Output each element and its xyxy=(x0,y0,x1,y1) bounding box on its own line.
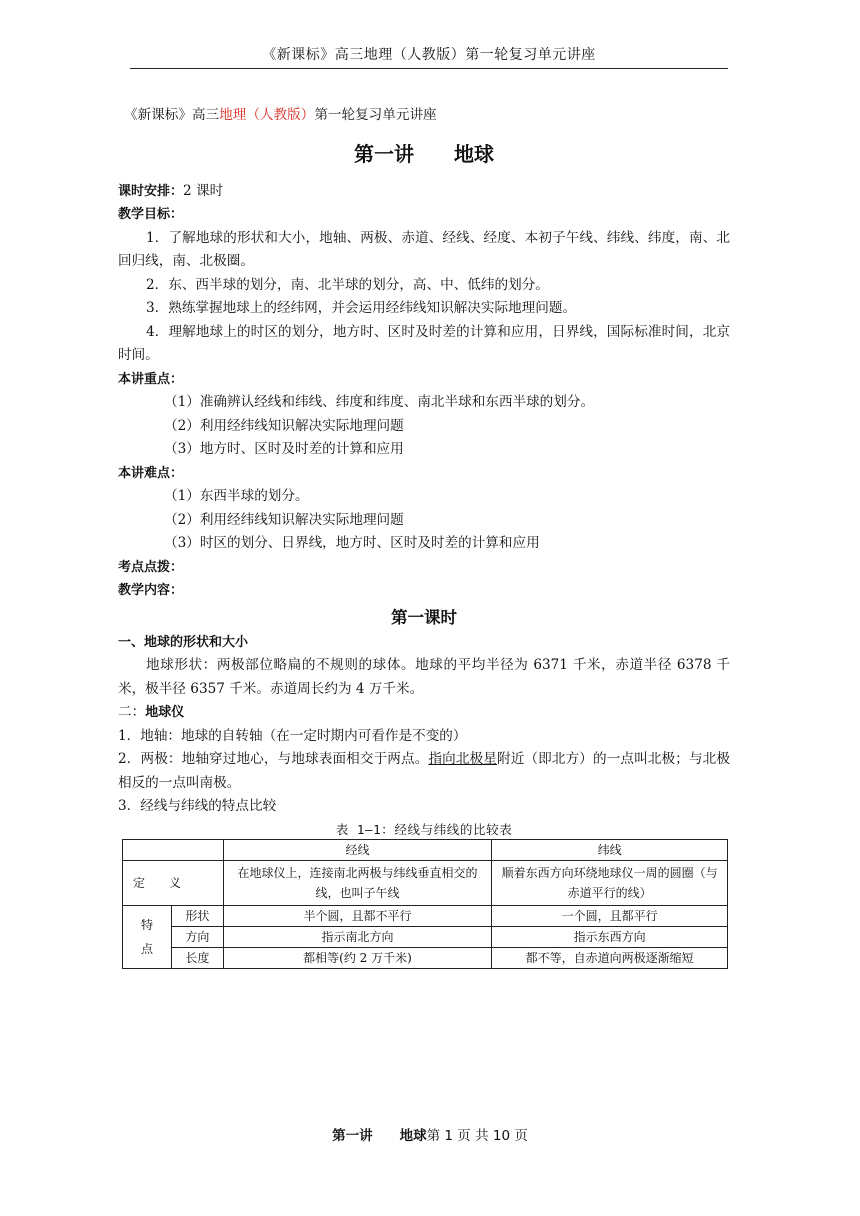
difficult-point-item: （3）时区的划分、日界线，地方时、区时及时差的计算和应用 xyxy=(164,535,540,551)
attr-cell: 方向 xyxy=(171,926,223,947)
latitude-cell: 指示东西方向 xyxy=(492,926,728,947)
difficult-point-item: （2）利用经纬线知识解决实际地理问题 xyxy=(164,511,404,528)
header-divider xyxy=(130,68,728,69)
table-row xyxy=(123,947,728,968)
globe-item-compare: 3．经线与纬线的特点比较 xyxy=(118,798,277,814)
definition-longitude: 在地球仪上，连接南北两极与纬线垂直相交的线，也叫子午线 xyxy=(223,860,492,905)
table-header-row xyxy=(123,839,728,860)
exam-points-heading: 考点点拨： xyxy=(118,559,184,575)
document-title: 第一讲 地球 xyxy=(354,141,494,166)
key-point-item: （1）准确辨认经线和纬线、纬度和纬度、南北半球和东西半球的划分。 xyxy=(164,394,595,410)
key-points-heading: 本讲重点： xyxy=(118,371,184,387)
goal-item: 3．熟练掌握地球上的经纬网，并会运用经纬线知识解决实际地理问题。 xyxy=(146,300,577,316)
schedule-label: 课时安排： xyxy=(118,183,184,199)
table-row xyxy=(123,905,728,926)
poles-underlined: 指向北极星 xyxy=(428,751,497,767)
key-point-item: （3）地方时、区时及时差的计算和应用 xyxy=(164,441,404,457)
longitude-cell: 指示南北方向 xyxy=(223,926,492,947)
lesson-title: 第一课时 xyxy=(391,607,457,627)
goal-item: 4．理解地球上的时区的划分，地方时、区时及时差的计算和应用，日界线，国际标准时间，北京时间。 xyxy=(118,323,730,363)
difficult-point-item: （1）东西半球的划分。 xyxy=(164,488,309,504)
features-label: 特点 xyxy=(123,905,172,968)
table-row xyxy=(123,860,728,905)
latitude-cell: 都不等，自赤道向两极逐渐缩短 xyxy=(492,947,728,968)
subtitle-highlight: 地理（人教版） xyxy=(219,107,315,123)
footer-page-number: 第 1 页 共 10 页 xyxy=(426,1128,528,1144)
goal-item: 2．东、西半球的划分，南、北半球的划分，高、中、低纬的划分。 xyxy=(146,276,549,293)
globe-item-poles xyxy=(118,748,730,795)
comparison-table xyxy=(122,839,728,969)
schedule-line xyxy=(118,180,730,204)
table-caption: 表 1—1：经线与纬线的比较表 xyxy=(335,821,513,837)
goal-item: 1．了解地球的形状和大小，地轴、两极、赤道、经线、经度、本初子午线、纬线、纬度，南、北回归线，南、北极圈。 xyxy=(118,229,730,269)
subtitle-text-end: 第一轮复习单元讲座 xyxy=(314,107,437,123)
definition-latitude: 顺着东西方向环绕地球仪一周的圆圈（与赤道平行的线） xyxy=(492,860,728,905)
poles-text-end: 附近（即北方）的一点叫北极；与北极相反的一点叫南极。 xyxy=(118,751,730,791)
difficult-points-heading: 本讲难点： xyxy=(118,465,184,481)
section-title: 地球仪 xyxy=(145,705,185,720)
schedule-value: 2 课时 xyxy=(183,182,224,199)
table-row xyxy=(123,926,728,947)
section-prefix: 二： xyxy=(118,704,146,720)
latitude-cell: 一个圆，且都平行 xyxy=(492,905,728,926)
table-header-longitude: 经线 xyxy=(223,839,492,860)
poles-text: 2．两极：地轴穿过地心，与地球表面相交于两点。 xyxy=(118,751,429,767)
attr-cell: 长度 xyxy=(171,947,223,968)
goals-heading: 教学目标： xyxy=(118,207,184,222)
section-paragraph-shape: 地球形状：两极部位略扁的不规则的球体。地球的平均半径为 6371 千米，赤道半径 6378 千米，极半径 6357 千米。赤道周长约为 4 万千米。 xyxy=(118,657,730,697)
table-header-latitude: 纬线 xyxy=(492,839,728,860)
globe-item-axis: 1．地轴：地球的自转轴（在一定时期内可看作是不变的） xyxy=(118,727,467,744)
section-heading-shape: 一、地球的形状和大小 xyxy=(118,634,249,650)
footer-chapter: 第一讲 地球 xyxy=(332,1128,427,1144)
running-header: 《新课标》高三地理（人教版）第一轮复习单元讲座 xyxy=(262,47,596,63)
subtitle-text: 《新课标》高三 xyxy=(124,107,220,123)
definition-label: 定 义 xyxy=(123,860,224,905)
attr-cell: 形状 xyxy=(171,905,223,926)
page-footer xyxy=(0,1124,860,1144)
subtitle-line xyxy=(118,104,730,128)
key-point-item: （2）利用经纬线知识解决实际地理问题 xyxy=(164,417,404,434)
section-heading-globe xyxy=(118,701,730,725)
document-body xyxy=(118,104,730,969)
longitude-cell: 半个圆，且都不平行 xyxy=(223,905,492,926)
table-corner-cell xyxy=(123,839,224,860)
teaching-content-heading: 教学内容： xyxy=(118,583,184,598)
longitude-cell: 都相等(约 2 万千米) xyxy=(223,947,492,968)
